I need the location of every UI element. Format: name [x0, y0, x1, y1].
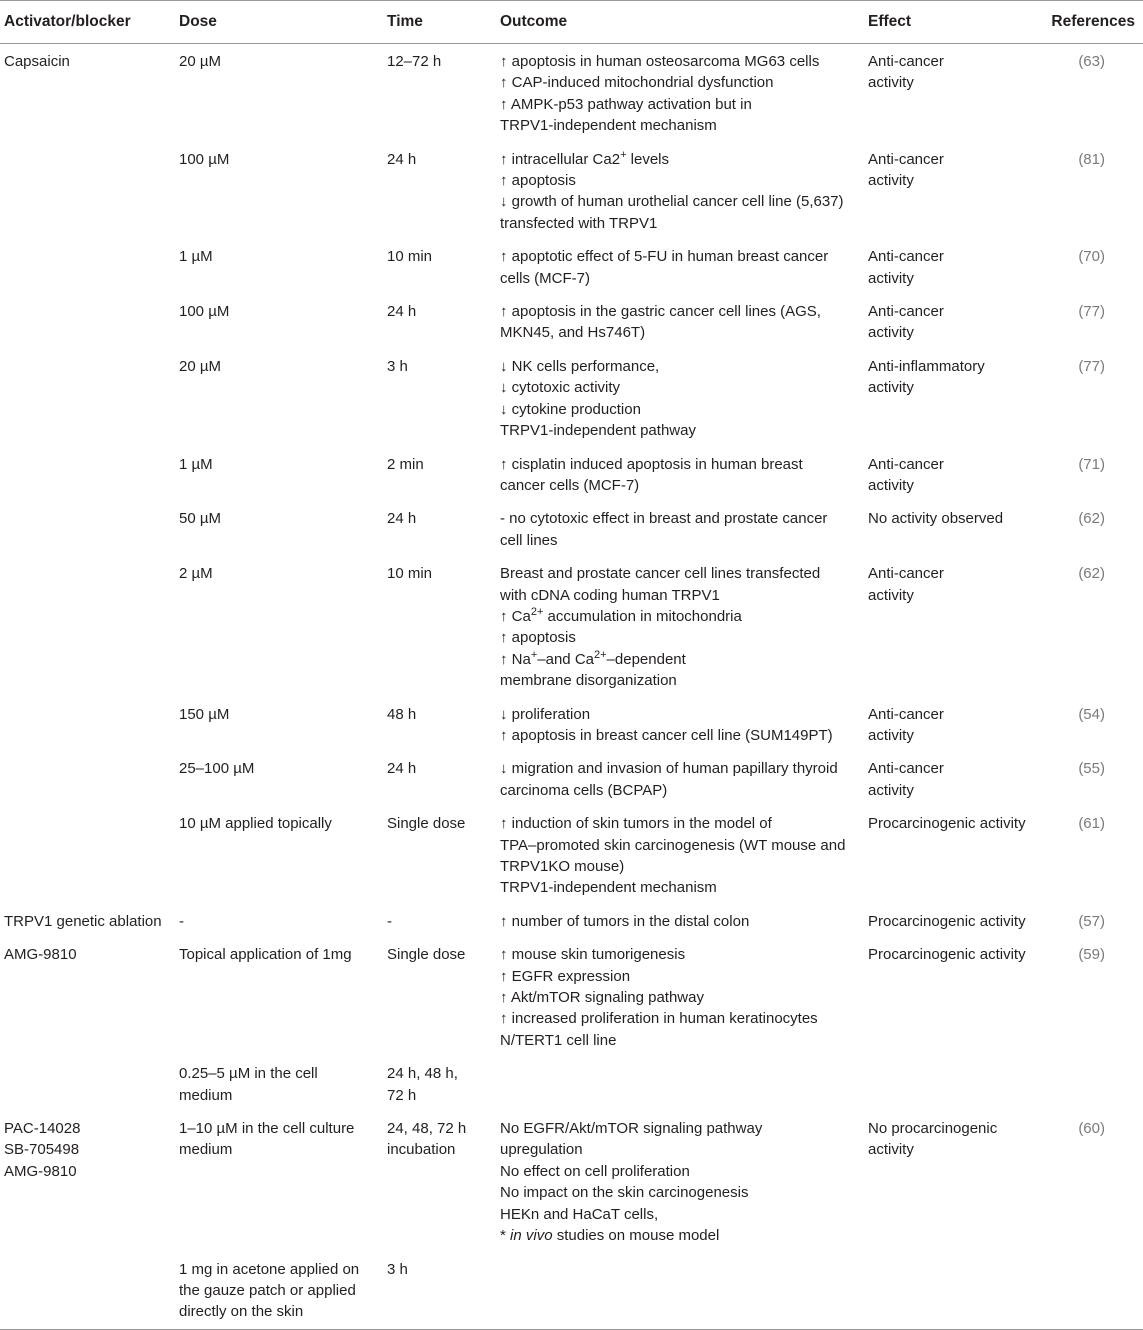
cell-reference: (62): [1078, 510, 1105, 528]
cell-line: ↑ CAP-induced mitochondrial dysfunction: [500, 74, 774, 92]
header-effect: Effect: [864, 1, 1046, 44]
cell-line: medium: [179, 1086, 233, 1104]
cell-time: [383, 349, 496, 447]
cell-reference: (57): [1078, 912, 1105, 930]
table-row: [0, 556, 1143, 696]
cell-line: ↑ Akt/mTOR signaling pathway: [500, 989, 704, 1007]
cell-activator: [0, 349, 175, 447]
cell-time: [383, 239, 496, 294]
cell-line: ↑ $Ca^{2+}$ accumulation in mitochondria: [500, 605, 742, 625]
cell-line: 24 h: [387, 510, 417, 528]
cell-line: cell lines: [500, 531, 558, 549]
cell-line: 3 h: [387, 357, 408, 375]
cell-line: activity: [868, 586, 914, 604]
cell-line: with cDNA coding human TRPV1: [500, 586, 720, 604]
table-row: [0, 937, 1143, 1056]
cell-effect: [864, 556, 1046, 696]
cell-line: TPA–promoted skin carcinogenesis (WT mouse and: [500, 836, 846, 854]
cell-line: 20 µM: [179, 357, 221, 375]
cell-activator: [0, 44, 175, 142]
cell-activator: [0, 697, 175, 752]
cell-line: the gauze patch or applied: [179, 1281, 356, 1299]
cell-reference: (81): [1078, 150, 1105, 168]
cell-line: ↓ NK cells performance,: [500, 357, 660, 375]
cell-line: ↑ apoptosis in the gastric cancer cell lines (AGS,: [500, 303, 821, 321]
cell-line: directly on the skin: [179, 1303, 304, 1321]
table-row: [0, 239, 1143, 294]
cell-outcome: [496, 806, 864, 904]
cell-outcome: [496, 447, 864, 502]
cell-outcome: [496, 556, 864, 696]
cell-line: activity: [868, 379, 914, 397]
cell-dose: [175, 806, 383, 904]
cell-line: Anti-cancer: [868, 150, 944, 168]
cell-line: ↑ apoptosis in breast cancer cell line (SUM149PT): [500, 726, 833, 744]
cell-outcome: [496, 1111, 864, 1251]
table-row: [0, 349, 1143, 447]
cell-outcome: [496, 239, 864, 294]
cell-effect: [864, 806, 1046, 904]
cell-line: 100 µM: [179, 150, 230, 168]
cell-time: [383, 697, 496, 752]
header-activator: Activator/blocker: [0, 1, 175, 44]
cell-reference: (71): [1078, 455, 1105, 473]
cell-line: ↑ apoptosis: [500, 172, 576, 190]
cell-line: activity: [868, 74, 914, 92]
cell-reference: (77): [1078, 303, 1105, 321]
cell-dose: [175, 501, 383, 556]
cell-line: Anti-cancer: [868, 705, 944, 723]
cell-outcome: [496, 937, 864, 1056]
cell-reference: (61): [1078, 815, 1105, 833]
cell-line: 10 µM applied topically: [179, 815, 332, 833]
cell-time: [383, 1111, 496, 1251]
cell-activator: [0, 904, 175, 937]
cell-line: 12–72 h: [387, 53, 442, 70]
cell-dose: [175, 697, 383, 752]
table-row: [0, 142, 1143, 240]
cell-dose: [175, 937, 383, 1056]
cell-reference: (63): [1078, 53, 1105, 70]
table-row: [0, 294, 1143, 349]
cell-activator: [0, 501, 175, 556]
cell-line: ↑ increased proliferation in human keratinocytes: [500, 1010, 818, 1028]
cell-line: upregulation: [500, 1141, 583, 1159]
cell-effect: [864, 142, 1046, 240]
cell-line: ↑ Na+–and $Ca^{2+}$–dependent: [500, 648, 686, 668]
cell-line: TRPV1-independent pathway: [500, 422, 696, 440]
cell-time: [383, 1252, 496, 1330]
cell-activator: [0, 447, 175, 502]
cell-line: 25–100 µM: [179, 760, 255, 778]
cell-line: ↑ AMPK-p53 pathway activation but in: [500, 95, 752, 113]
cell-line: Procarcinogenic activity: [868, 946, 1026, 964]
cell-activator: [0, 937, 175, 1056]
cell-dose: [175, 1252, 383, 1330]
cell-line: Procarcinogenic activity: [868, 912, 1026, 930]
cell-line: incubation: [387, 1141, 456, 1159]
cell-line: No EGFR/Akt/mTOR signaling pathway: [500, 1120, 763, 1138]
cell-line: ↑ apoptosis in human osteosarcoma MG63 cells: [500, 53, 820, 70]
cell-effect: [864, 501, 1046, 556]
cell-line: TRPV1-independent mechanism: [500, 879, 717, 897]
table-row: [0, 44, 1143, 142]
cell-line: Breast and prostate cancer cell lines transfected: [500, 565, 821, 583]
cell-reference: (54): [1078, 705, 1105, 723]
table-row: [0, 1056, 1143, 1111]
cell-line: 50 µM: [179, 510, 221, 528]
header-references: References: [1046, 1, 1143, 44]
cell-line: 48 h: [387, 705, 417, 723]
cell-line: 24 h, 48 h,: [387, 1065, 458, 1083]
cell-line: activity: [868, 324, 914, 342]
cell-line: ↓ cytotoxic activity: [500, 379, 621, 397]
cell-reference: [1046, 1056, 1143, 1111]
cell-line: TRPV1KO mouse): [500, 858, 625, 875]
cell-reference: (70): [1078, 248, 1105, 266]
cell-reference: (59): [1078, 946, 1105, 964]
cell-effect: [864, 697, 1046, 752]
cell-line: -: [179, 912, 184, 930]
cell-line: ↑ apoptotic effect of 5-FU in human breast cancer: [500, 248, 829, 266]
cell-line: Single dose: [387, 946, 466, 964]
cell-line: Anti-cancer: [868, 455, 944, 473]
cell-line: Anti-cancer: [868, 303, 944, 321]
cell-line: Anti-inflammatory: [868, 357, 985, 375]
cell-line: 150 µM: [179, 705, 230, 723]
cell-dose: [175, 1111, 383, 1251]
cell-time: [383, 556, 496, 696]
cell-outcome: [496, 294, 864, 349]
cell-line: 1–10 µM in the cell culture: [179, 1120, 355, 1138]
cell-line: 72 h: [387, 1086, 417, 1104]
cell-outcome: [496, 349, 864, 447]
cell-activator: [0, 294, 175, 349]
cell-time: [383, 937, 496, 1056]
cell-line: 10 min: [387, 565, 433, 583]
cell-line: AMG-9810: [4, 1162, 77, 1180]
cell-line: activity: [868, 476, 914, 494]
table-row: [0, 751, 1143, 806]
cell-line: No impact on the skin carcinogenesis: [500, 1184, 749, 1202]
cell-effect: [864, 294, 1046, 349]
cell-line: 24 h: [387, 303, 417, 321]
cell-reference: (55): [1078, 760, 1105, 778]
cell-line: medium: [179, 1141, 233, 1159]
cell-line: Procarcinogenic activity: [868, 815, 1026, 833]
cell-line: MKN45, and Hs746T): [500, 324, 646, 342]
cell-line: ↑ apoptosis: [500, 629, 576, 647]
cell-line: activity: [868, 726, 914, 744]
cell-dose: [175, 1056, 383, 1111]
cell-line: Anti-cancer: [868, 53, 944, 70]
cell-time: [383, 751, 496, 806]
cell-dose: [175, 239, 383, 294]
cell-line: 20 µM: [179, 53, 221, 70]
cell-line: AMG-9810: [4, 946, 77, 964]
cell-reference: (62): [1078, 565, 1105, 583]
cell-line: 100 µM: [179, 303, 230, 321]
cell-line: ↓ proliferation: [500, 705, 591, 723]
cell-time: [383, 501, 496, 556]
cell-line: activity: [868, 781, 914, 799]
cell-line: transfected with TRPV1: [500, 214, 658, 232]
cell-reference: (77): [1078, 357, 1105, 375]
cell-time: [383, 142, 496, 240]
cell-outcome: [496, 751, 864, 806]
cell-time: [383, 1056, 496, 1111]
cell-line: cells (MCF-7): [500, 269, 590, 287]
header-dose: Dose: [175, 1, 383, 44]
cell-dose: [175, 904, 383, 937]
cell-line: activity: [868, 1141, 914, 1159]
cell-time: [383, 904, 496, 937]
cell-line: ↑ cisplatin induced apoptosis in human breast: [500, 455, 803, 473]
cell-line: 24, 48, 72 h: [387, 1120, 467, 1138]
cell-line: 2 min: [387, 455, 424, 473]
cell-effect: [864, 937, 1046, 1056]
cell-line: -: [387, 912, 392, 930]
cell-line: activity: [868, 269, 914, 287]
cell-line: No procarcinogenic: [868, 1120, 998, 1138]
cell-line: 10 min: [387, 248, 433, 266]
table-row: [0, 697, 1143, 752]
cell-effect: [864, 239, 1046, 294]
cell-activator: [0, 142, 175, 240]
cell-line: 24 h: [387, 760, 417, 778]
cell-effect: [864, 349, 1046, 447]
cell-activator: [0, 1252, 175, 1330]
cell-line: No activity observed: [868, 510, 1004, 528]
cell-line: No effect on cell proliferation: [500, 1162, 690, 1180]
table-body: [0, 44, 1143, 1330]
cell-line: SB-705498: [4, 1141, 80, 1159]
cell-line: 0.25–5 µM in the cell: [179, 1065, 318, 1083]
cell-line: 1 mg in acetone applied on: [179, 1260, 360, 1278]
cell-time: [383, 447, 496, 502]
cell-line: N/TERT1 cell line: [500, 1031, 617, 1049]
cell-line: 24 h: [387, 150, 417, 168]
cell-effect: [864, 904, 1046, 937]
cell-line: 1 µM: [179, 455, 213, 473]
cell-line: TRPV1 genetic ablation: [4, 912, 162, 930]
cell-line: carcinoma cells (BCPAP): [500, 781, 668, 799]
cell-line: Anti-cancer: [868, 565, 944, 583]
cell-line: ↑ mouse skin tumorigenesis: [500, 946, 686, 964]
cell-line: HEKn and HaCaT cells,: [500, 1205, 659, 1223]
cell-activator: [0, 556, 175, 696]
cell-line: PAC-14028: [4, 1120, 81, 1138]
cell-activator: [0, 751, 175, 806]
table-row: [0, 501, 1143, 556]
cell-dose: [175, 447, 383, 502]
table-row: [0, 904, 1143, 937]
cell-dose: [175, 751, 383, 806]
cell-line: ↓ migration and invasion of human papillary thyroid: [500, 760, 838, 778]
cell-time: [383, 294, 496, 349]
cell-line: ↑ induction of skin tumors in the model of: [500, 815, 772, 833]
cell-dose: [175, 556, 383, 696]
cell-line: 3 h: [387, 1260, 408, 1278]
cell-activator: [0, 1111, 175, 1251]
cell-dose: [175, 44, 383, 142]
cell-effect: [864, 1056, 1046, 1111]
cell-dose: [175, 294, 383, 349]
cell-outcome: [496, 142, 864, 240]
cell-outcome: [496, 1056, 864, 1111]
table-row: [0, 447, 1143, 502]
cell-line: 1 µM: [179, 248, 213, 266]
cell-outcome: [496, 697, 864, 752]
cell-activator: [0, 1056, 175, 1111]
table-row: [0, 1111, 1143, 1251]
cell-line: membrane disorganization: [500, 672, 677, 690]
header-outcome: Outcome: [496, 1, 864, 44]
cell-activator: [0, 239, 175, 294]
cell-line: ↑ EGFR expression: [500, 967, 631, 985]
cell-line: cancer cells (MCF-7): [500, 476, 640, 494]
cell-line: Anti-cancer: [868, 760, 944, 778]
cell-reference: [1046, 1252, 1143, 1330]
cell-line: 2 µM: [179, 565, 213, 583]
cell-effect: [864, 44, 1046, 142]
table-header: [0, 1, 1143, 44]
cell-line: activity: [868, 172, 914, 190]
cell-time: [383, 806, 496, 904]
cell-line: ↓ cytokine production: [500, 400, 641, 418]
header-time: Time: [383, 1, 496, 44]
table-row: [0, 1252, 1143, 1330]
cell-line: ↑ intracellular Ca2+ levels: [500, 148, 670, 168]
cell-time: [383, 44, 496, 142]
cell-outcome: [496, 501, 864, 556]
table-row: [0, 806, 1143, 904]
cell-line: Single dose: [387, 815, 466, 833]
cell-activator: [0, 806, 175, 904]
cell-line: Capsaicin: [4, 53, 70, 70]
cell-line: ↑ number of tumors in the distal colon: [500, 912, 750, 930]
cell-effect: [864, 447, 1046, 502]
cell-effect: [864, 751, 1046, 806]
cell-line: - no cytotoxic effect in breast and prostate cancer: [500, 510, 828, 528]
cell-line: Topical application of 1mg: [179, 946, 352, 964]
cell-reference: (60): [1078, 1120, 1105, 1138]
cell-outcome: [496, 1252, 864, 1330]
header-row: [0, 1, 1143, 44]
cell-line: TRPV1-independent mechanism: [500, 117, 717, 135]
cell-line: ↓ growth of human urothelial cancer cell line (5,637): [500, 193, 844, 211]
cell-effect: [864, 1111, 1046, 1251]
cell-effect: [864, 1252, 1046, 1330]
cell-dose: [175, 349, 383, 447]
cell-dose: [175, 142, 383, 240]
cell-outcome: [496, 44, 864, 142]
cell-outcome: [496, 904, 864, 937]
cell-line: * in vivo studies on mouse model: [500, 1227, 720, 1245]
cell-line: Anti-cancer: [868, 248, 944, 266]
